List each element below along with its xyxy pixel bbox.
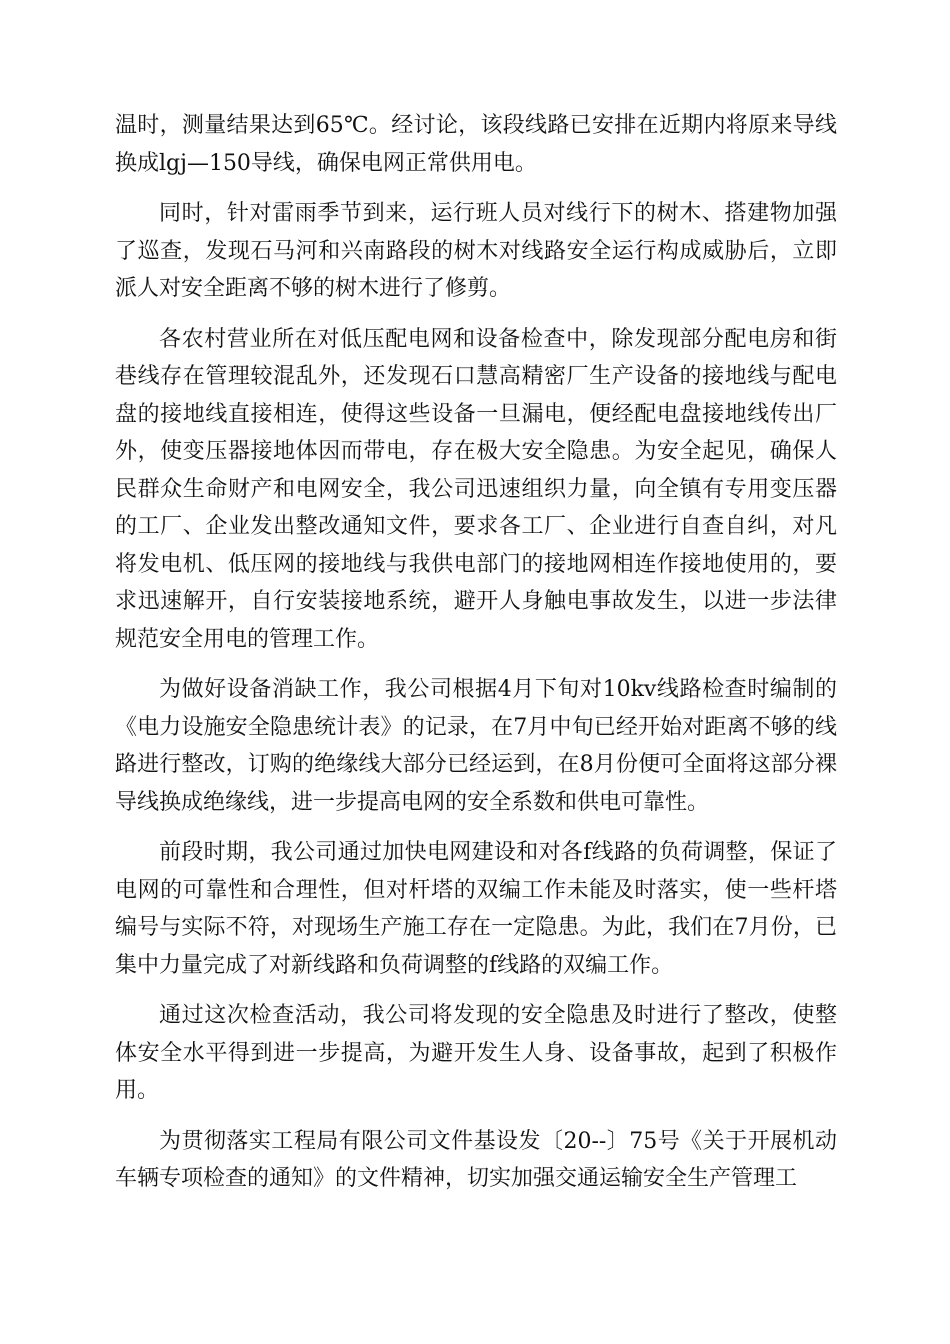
paragraph-1: 温时，测量结果达到65℃。经讨论，该段线路已安排在近期内将原来导线换成lgj—150导线，确保电网正常供用电。 [115, 113, 837, 176]
paragraph-3: 各农村营业所在对低压配电网和设备检查中，除发现部分配电房和街巷线存在管理较混乱外，还发现石口慧高精密厂生产设备的接地线与配电盘的接地线直接相连，使得这些设备一旦漏电，便经配电盘接地线传出厂外，使变压器接地体因而带电，存在极大安全隐患。为安全起见，确保人民群众生命财产和电网安全，我公司迅速组织力量，向全镇有专用变压器的工厂、企业发出整改通知文件，要求各工厂、企业进行自查自纠，对凡将发电机、低压网的接地线与我供电部门的接地网相连作接地使用的，要求迅速解开，自行安装接地系统，避开人身触电事故发生，以进一步法律规范安全用电的管理工作。 [115, 326, 837, 652]
paragraph-7: 为贯彻落实工程局有限公司文件基设发〔20--〕75号《关于开展机动车辆专项检查的通知》的文件精神，切实加强交通运输安全生产管理工 [115, 1128, 837, 1191]
paragraph-6: 通过这次检查活动，我公司将发现的安全隐患及时进行了整改，使整体安全水平得到进一步提高，为避开发生人身、设备事故，起到了积极作用。 [115, 1003, 837, 1103]
paragraph-5: 前段时期，我公司通过加快电网建设和对各f线路的负荷调整，保证了电网的可靠性和合理性，但对杆塔的双编工作未能及时落实，使一些杆塔编号与实际不符，对现场生产施工存在一定隐患。为此，我们在7月份，已集中力量完成了对新线路和负荷调整的f线路的双编工作。 [115, 840, 837, 978]
document-body [115, 107, 837, 1211]
paragraph-4: 为做好设备消缺工作，我公司根据4月下旬对10kv线路检查时编制的《电力设施安全隐患统计表》的记录，在7月中旬已经开始对距离不够的线路进行整改，订购的绝缘线大部分已经运到，在8月份便可全面将这部分裸导线换成绝缘线，进一步提高电网的安全系数和供电可靠性。 [115, 677, 837, 815]
paragraph-2: 同时，针对雷雨季节到来，运行班人员对线行下的树木、搭建物加强了巡查，发现石马河和兴南路段的树木对线路安全运行构成威胁后，立即派人对安全距离不够的树木进行了修剪。 [115, 201, 837, 301]
